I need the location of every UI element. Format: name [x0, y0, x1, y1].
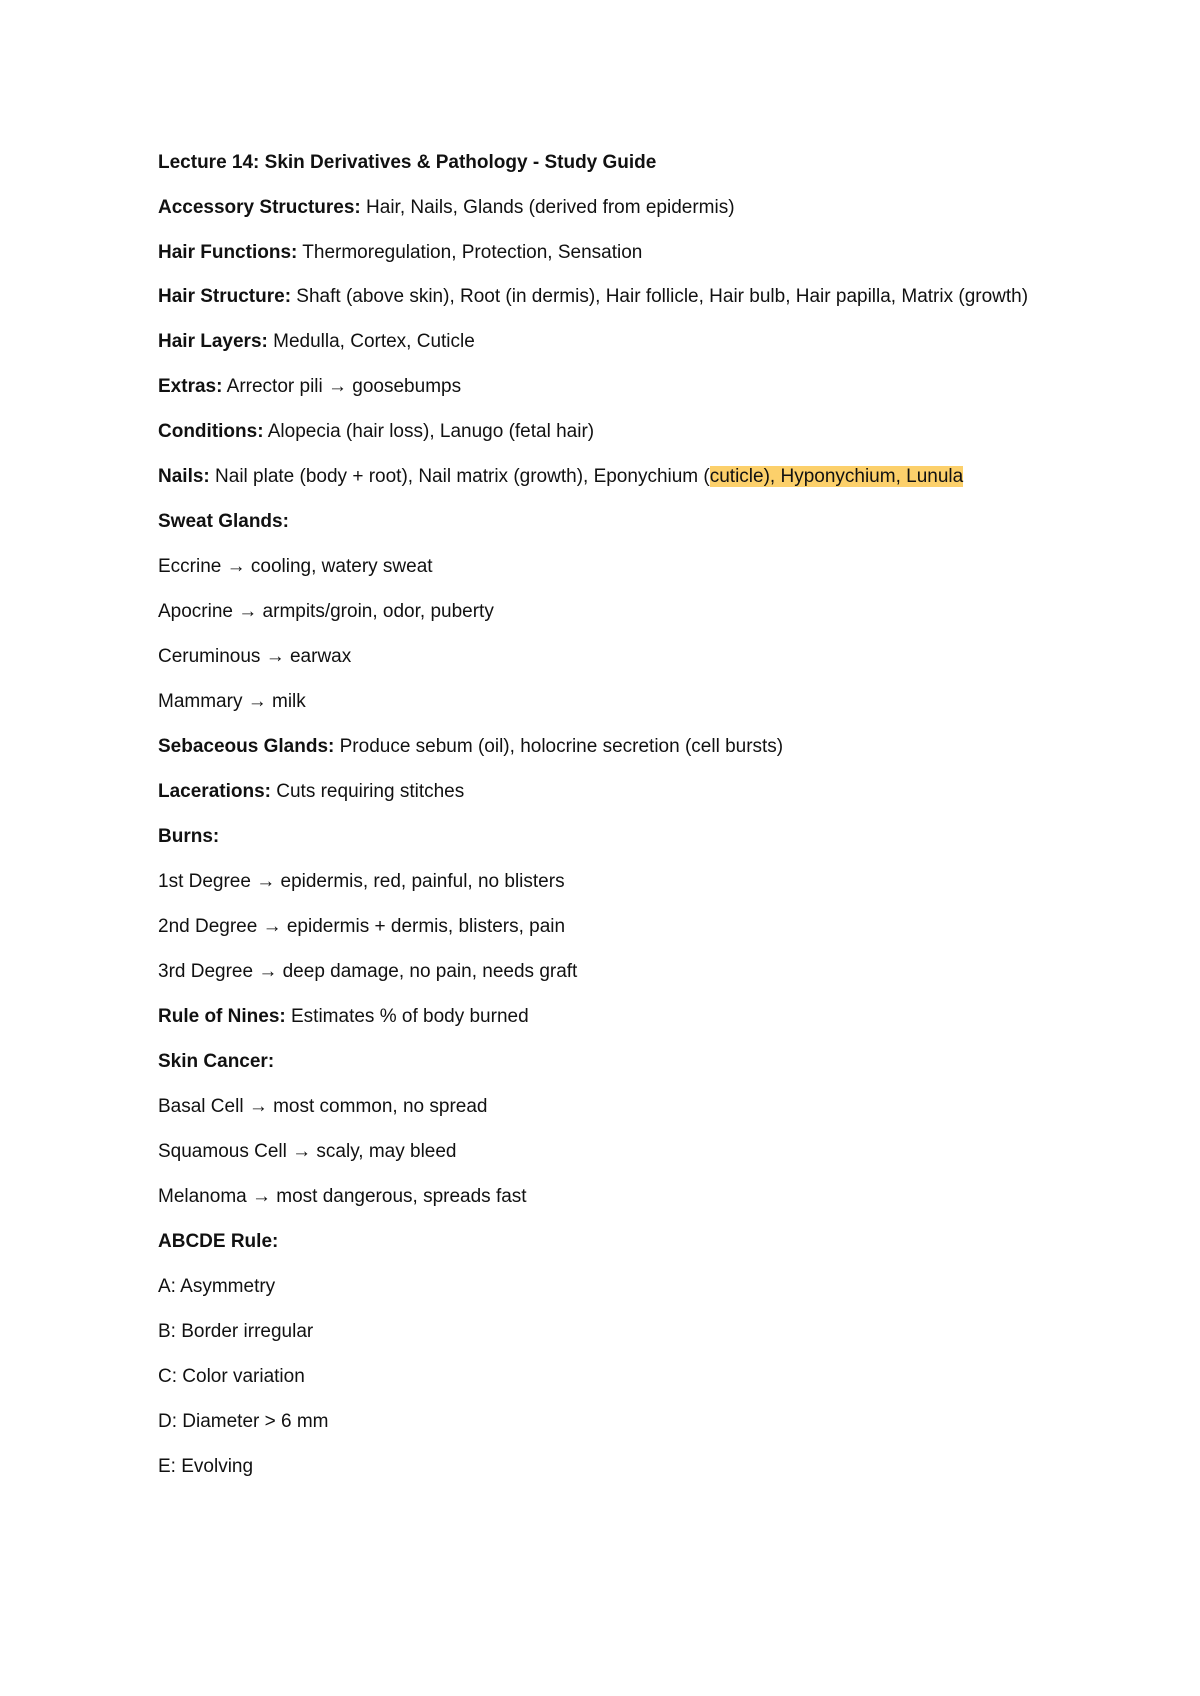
- hair-layers-text: Medulla, Cortex, Cuticle: [267, 331, 475, 352]
- skin-cancer-item: Melanoma → most dangerous, spreads fast: [158, 1186, 527, 1207]
- extras-line: [158, 374, 1058, 399]
- page-title: Lecture 14: Skin Derivatives & Pathology - Study Guide: [158, 152, 657, 173]
- burn-degree-item: 3rd Degree → deep damage, no pain, needs graft: [158, 961, 578, 982]
- accessory-structures-text: Hair, Nails, Glands (derived from epidermis): [360, 197, 735, 218]
- sebaceous-glands-line: [158, 734, 1058, 759]
- sweat-gland-item: Mammary → milk: [158, 691, 306, 712]
- skin-cancer-item: Basal Cell → most common, no spread: [158, 1096, 488, 1117]
- conditions-text: Alopecia (hair loss), Lanugo (fetal hair): [263, 421, 595, 442]
- abcde-item: C: Color variation: [158, 1366, 305, 1387]
- abcde-item: A: Asymmetry: [158, 1276, 276, 1297]
- accessory-structures-label: Accessory Structures:: [158, 197, 361, 218]
- rule-of-nines-line: [158, 1004, 1058, 1029]
- hair-functions-label: Hair Functions:: [158, 242, 298, 263]
- sweat-gland-item: Ceruminous → earwax: [158, 646, 352, 667]
- hair-structure-label: Hair Structure:: [158, 286, 292, 307]
- skin-cancer-item: Squamous Cell → scaly, may bleed: [158, 1141, 457, 1162]
- sweat-gland-item: Eccrine → cooling, watery sweat: [158, 556, 433, 577]
- document-body: [158, 150, 1058, 1499]
- hair-structure-line: [158, 285, 1058, 309]
- skin-cancer-heading: Skin Cancer:: [158, 1051, 275, 1072]
- lacerations-line: [158, 779, 1058, 804]
- burns-heading: Burns:: [158, 826, 220, 847]
- rule-of-nines-label: Rule of Nines:: [158, 1006, 286, 1027]
- extras-label: Extras:: [158, 376, 223, 397]
- extras-text: Arrector pili → goosebumps: [222, 376, 462, 397]
- sweat-gland-item: Apocrine → armpits/groin, odor, puberty: [158, 601, 494, 622]
- hair-functions-text: Thermoregulation, Protection, Sensation: [297, 242, 643, 263]
- burn-degree-item: 1st Degree → epidermis, red, painful, no blisters: [158, 871, 565, 892]
- lacerations-label: Lacerations:: [158, 781, 271, 802]
- abcde-item: D: Diameter > 6 mm: [158, 1411, 329, 1432]
- lacerations-text: Cuts requiring stitches: [270, 781, 465, 802]
- conditions-line: [158, 419, 1058, 444]
- nails-highlighted-text: cuticle), Hyponychium, Lunula: [709, 466, 964, 487]
- hair-layers-line: [158, 329, 1058, 354]
- abcde-item: B: Border irregular: [158, 1321, 314, 1342]
- accessory-structures-line: [158, 195, 1058, 220]
- hair-structure-text: Shaft (above skin), Root (in dermis), Hair follicle, Hair bulb, Hair papilla, Matrix (growth): [291, 286, 1029, 307]
- hair-functions-line: [158, 240, 1058, 265]
- conditions-label: Conditions:: [158, 421, 264, 442]
- abcde-rule-heading: ABCDE Rule:: [158, 1231, 279, 1252]
- sweat-glands-heading: Sweat Glands:: [158, 511, 289, 532]
- sebaceous-glands-text: Produce sebum (oil), holocrine secretion (cell bursts): [334, 736, 784, 757]
- sebaceous-glands-label: Sebaceous Glands:: [158, 736, 335, 757]
- nails-line: [158, 464, 1058, 489]
- hair-layers-label: Hair Layers:: [158, 331, 268, 352]
- rule-of-nines-text: Estimates % of body burned: [285, 1006, 529, 1027]
- nails-label: Nails:: [158, 466, 210, 487]
- abcde-item: E: Evolving: [158, 1456, 254, 1477]
- burn-degree-item: 2nd Degree → epidermis + dermis, blisters, pain: [158, 916, 566, 937]
- nails-text: Nail plate (body + root), Nail matrix (growth), Eponychium (: [209, 466, 710, 487]
